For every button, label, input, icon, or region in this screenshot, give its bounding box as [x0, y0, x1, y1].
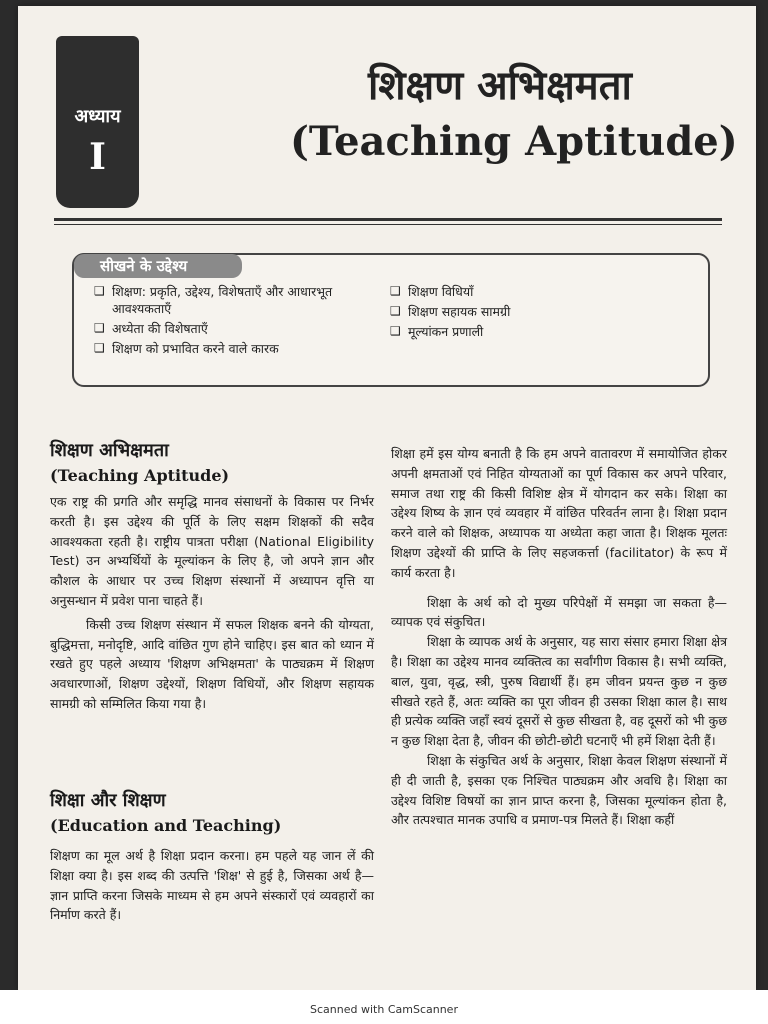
- section-heading-hindi: शिक्षण अभिक्षमता: [50, 440, 169, 461]
- scanner-watermark: Scanned with CamScanner: [310, 1003, 458, 1016]
- objectives-heading: सीखने के उद्देश्य: [74, 254, 242, 278]
- objectives-right-list: [390, 283, 680, 340]
- paragraph: एक राष्ट्र की प्रगति और समृद्धि मानव संसाधनों के विकास पर निर्भर करती है। इस उद्देश्य की पूर्ति के लिए सक्षम शिक्षकों की सदैव आवश्यकता रहती है। राष्ट्रीय पात्रता परीक्षा (National Eligibility Test) उन अभ्यर्थियों के मूल्यांकन के लिए है, जो अपने ज्ञान और कौशल के आधार पर उच्च शिक्षण संस्थानों में अध्यापन वृत्ति या अनुसन्धान में प्रवेश पाना चाहते हैं।: [50, 494, 374, 608]
- left-column-section2: [50, 846, 374, 925]
- section-heading-english: (Teaching Aptitude): [50, 466, 230, 485]
- paragraph: शिक्षण का मूल अर्थ है शिक्षा प्रदान करना। हम पहले यह जान लें की शिक्षा क्या है। इस शब्द की उत्पत्ति 'शिक्ष' से हुई है, जिसका अर्थ है—ज्ञान प्राप्ति करना जिसके माध्यम से हम अपने संस्कारों एवं व्यवहारों का निर्माण करते हैं।: [50, 848, 374, 923]
- list-item: ❑ अध्येता की विशेषताएँ: [94, 320, 384, 337]
- paragraph: शिक्षा हमें इस योग्य बनाती है कि हम अपने वातावरण में समायोजित होकर अपनी क्षमताओं एवं निहित योग्यताओं का पूर्ण विकास कर अपने परिवार, समाज तथा राष्ट्र की किसी विशिष्ट क्षेत्र में योगदान कर सके। शिक्षा का उद्देश्य शिष्य के ज्ञान एवं व्यवहार में वांछित परिवर्तन लाना है। शिक्षा प्रदान करने वाले को शिक्षक, अध्यापक या अध्येता कहा जाता है। शिक्षक मूलतः शिक्षण उद्देश्यों की प्राप्ति के लिए सहजकर्त्ता (facilitator) के रूप में कार्य करता है।: [391, 446, 727, 580]
- chapter-title-english: (Teaching Aptitude): [290, 118, 738, 165]
- list-item: ❑ शिक्षण विधियाँ: [390, 283, 680, 300]
- list-item: ❑ शिक्षण को प्रभावित करने वाले कारक: [94, 340, 384, 357]
- chapter-label: अध्याय: [74, 106, 121, 127]
- paragraph: किसी उच्च शिक्षण संस्थान में सफल शिक्षक बनने की योग्यता, बुद्धिमत्ता, मनोदृष्टि, आदि वांछित गुण होने चाहिए। इस बात को ध्यान में रखते हुए पहले अध्याय 'शिक्षण अभिक्षमता' के पाठ्यक्रम में शिक्षण अवधारणाओं, शिक्षण उद्देश्यों, शिक्षण विधियों, और शिक्षण सहायक सामग्री को सम्मिलित किया गया है।: [50, 616, 374, 711]
- paragraph: शिक्षा के अर्थ को दो मुख्य परिपेक्षों में समझा जा सकता है—व्यापक एवं संकुचित।: [391, 594, 727, 630]
- section-heading-english: (Education and Teaching): [50, 816, 282, 835]
- list-item: ❑ मूल्यांकन प्रणाली: [390, 323, 680, 340]
- objectives-left-list: [94, 283, 384, 357]
- title-rule-thin: [54, 224, 722, 225]
- title-rule: [54, 218, 722, 221]
- right-column: [391, 444, 727, 830]
- chapter-number: I: [89, 136, 106, 178]
- paragraph: शिक्षा के व्यापक अर्थ के अनुसार, यह सारा संसार हमारा शिक्षा क्षेत्र है। शिक्षा का उद्देश्य मानव व्यक्तित्व का सर्वांगीण विकास है। सभी व्यक्ति, बाल, युवा, वृद्ध, स्त्री, पुरुष विद्यार्थी हैं। हम जीवन प्रयन्त कुछ न कुछ सीखते रहते हैं, अतः व्यक्ति का पूरा जीवन ही उसका शिक्षा काल है। साथ ही प्रत्येक व्यक्ति जहाँ स्वयं दूसरों से कुछ सीखता है, वह दूसरों को भी कुछ न कुछ शिक्षा देता है, जीवन की छोटी-छोटी घटनाएँ भी हमें शिक्षा देती हैं।: [391, 634, 727, 749]
- section-heading-hindi: शिक्षा और शिक्षण: [50, 790, 166, 811]
- chapter-title-hindi: शिक्षण अभिक्षमता: [368, 63, 632, 109]
- list-item: ❑ शिक्षण सहायक सामग्री: [390, 303, 680, 320]
- left-column-section1: [50, 492, 374, 714]
- list-item: ❑ शिक्षण: प्रकृति, उद्देश्य, विशेषताएँ और आधारभूत आवश्यकताएँ: [94, 283, 384, 317]
- chapter-badge: [56, 36, 139, 208]
- paragraph: शिक्षा के संकुचित अर्थ के अनुसार, शिक्षा केवल शिक्षण संस्थानों में ही दी जाती है, इसका एक निश्चित पाठ्यक्रम और अवधि है। शिक्षा का उद्देश्य विशिष्ट विषयों का ज्ञान प्राप्त करना है, जिसका मूल्यांकन होता है, और तत्पश्चात मानक उपाधि व प्रमाण-पत्र मिलते हैं। शिक्षा कहीं: [391, 752, 727, 828]
